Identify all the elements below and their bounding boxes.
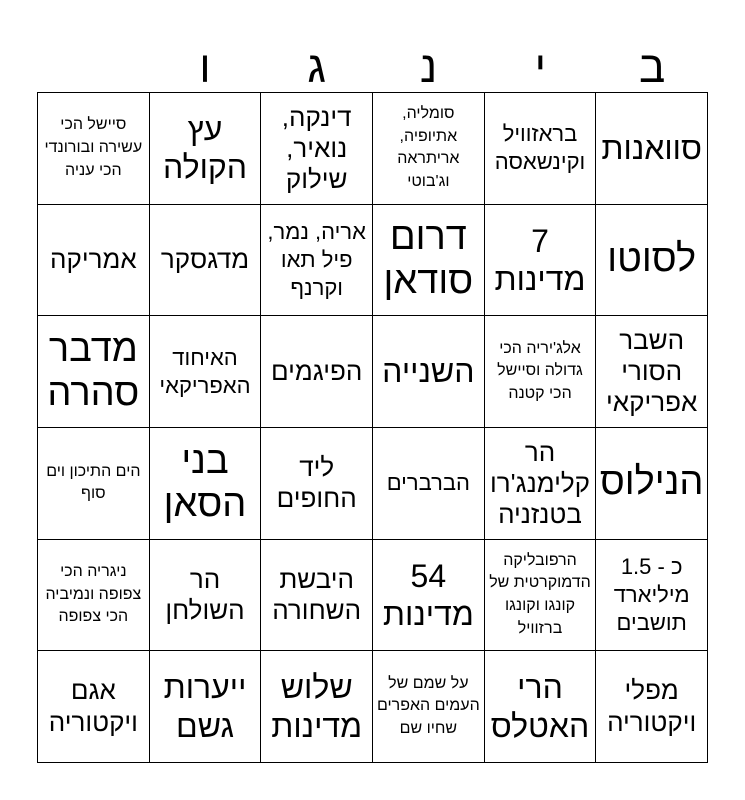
header-letter-vav: ו	[199, 43, 211, 92]
bingo-cell[interactable]: דרום סודאן	[372, 205, 484, 317]
bingo-cell[interactable]: השבר הסורי אפריקאי	[595, 316, 707, 428]
bingo-cell[interactable]: מדבר סהרה	[37, 316, 149, 428]
bingo-cell[interactable]: מפלי ויקטוריה	[595, 651, 707, 763]
bingo-cell[interactable]: אלג'יריה הכי גדולה וסיישל הכי קטנה	[484, 316, 596, 428]
bingo-cell[interactable]: שלוש מדינות	[260, 651, 372, 763]
bingo-cell[interactable]: בני הסאן	[149, 428, 261, 540]
bingo-cell[interactable]: האיחוד האפריקאי	[149, 316, 261, 428]
bingo-cell[interactable]: היבשת השחורה	[260, 540, 372, 652]
bingo-cell[interactable]: הברברים	[372, 428, 484, 540]
header-letter-nun: נ	[419, 43, 438, 92]
bingo-cell[interactable]: סומליה, אתיופיה, אריתראה וג'בוטי	[372, 93, 484, 205]
bingo-cell[interactable]: ליד החופים	[260, 428, 372, 540]
bingo-cell[interactable]: עץ הקולה	[149, 93, 261, 205]
bingo-cell[interactable]: מדגסקר	[149, 205, 261, 317]
bingo-cell[interactable]: לסוטו	[595, 205, 707, 317]
bingo-cell[interactable]: הר השולחן	[149, 540, 261, 652]
bingo-cell[interactable]: אגם ויקטוריה	[37, 651, 149, 763]
bingo-cell[interactable]: הרי האטלס	[484, 651, 596, 763]
header-letter-yod: י	[534, 43, 547, 92]
bingo-cell[interactable]: אריה, נמר, פיל תאו וקרנף	[260, 205, 372, 317]
bingo-cell[interactable]: הר קלימנג'רו בטנזניה	[484, 428, 596, 540]
bingo-cell[interactable]: 7 מדינות	[484, 205, 596, 317]
bingo-cell[interactable]: ייערות גשם	[149, 651, 261, 763]
bingo-cell[interactable]: הים התיכון וים סוף	[37, 428, 149, 540]
header-letter-bet: ב	[638, 43, 666, 92]
bingo-header	[37, 40, 708, 92]
bingo-board	[37, 92, 708, 763]
bingo-cell[interactable]: דינקה, נואיר, שילוק	[260, 93, 372, 205]
bingo-cell[interactable]: הרפובליקה הדמוקרטית של קונגו וקונגו ברזוויל	[484, 540, 596, 652]
bingo-cell[interactable]: השנייה	[372, 316, 484, 428]
bingo-cell[interactable]: הפיגמים	[260, 316, 372, 428]
bingo-cell[interactable]: סיישל הכי עשירה ובורונדי הכי עניה	[37, 93, 149, 205]
bingo-cell[interactable]: סוואנות	[595, 93, 707, 205]
bingo-cell[interactable]: כ - 1.5 מיליארד תושבים	[595, 540, 707, 652]
header-letter-gimel: ג	[307, 43, 327, 92]
bingo-cell[interactable]: על שמם של העמים האפרים שחיו שם	[372, 651, 484, 763]
bingo-cell[interactable]: אמריקה	[37, 205, 149, 317]
bingo-cell[interactable]: הנילוס	[595, 428, 707, 540]
bingo-cell[interactable]: בראזוויל וקינשאסה	[484, 93, 596, 205]
bingo-cell[interactable]: ניגריה הכי צפופה ונמיביה הכי צפופה	[37, 540, 149, 652]
bingo-cell[interactable]: 54 מדינות	[372, 540, 484, 652]
